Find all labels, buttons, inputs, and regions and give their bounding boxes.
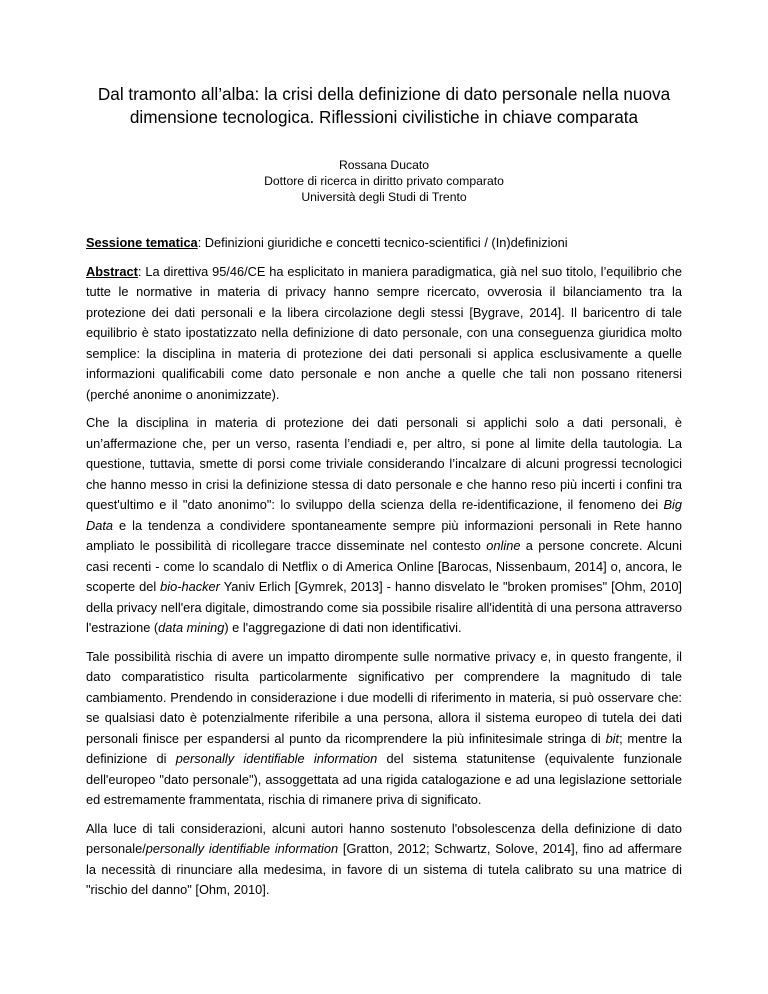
author-affiliation: Università degli Studi di Trento bbox=[301, 190, 467, 204]
p4-italic-1: personally identifiable information bbox=[145, 841, 339, 856]
p2-text-a: Che la disciplina in materia di protezione dei dati personali si applichi solo a dati personali, è un’affermazione che, per un verso, rasenta l’endiadi e, per altro, si pone al limite della tautologia. La questione, tuttavia, smette di porsi come triviale considerando l’incalzare di alcuni progressi tecnologici che hanno messo in crisi la definizione stessa di dato personale e che hanno reso più incerti i confini tra quest'ultimo e il "dato anonimo": lo sviluppo della scienza della re-identificazione, il fenomeno dei bbox=[86, 415, 682, 512]
p2-italic-2: online bbox=[486, 538, 521, 553]
p3-italic-1: bit bbox=[605, 730, 620, 746]
p2-text-b: e la tendenza a condividere spontaneamente sempre più informazioni personali in Rete hanno ampliato le possibilità di ricollegare tracce disseminate nel contesto bbox=[86, 517, 682, 553]
p2-text-e: ) e l'aggregazione di dati non identificativi. bbox=[224, 620, 462, 635]
abstract-paragraph-2 bbox=[86, 413, 682, 639]
p3-text-c: del sistema statunitense (equivalente funzionale dell'europeo "dato personale"), assoggettata ad una rigida catalogazione e ad una legislazione settoriale ed estremamente frammentata, rischia di rimanere priva di significato. bbox=[86, 751, 682, 807]
author-name: Rossana Ducato bbox=[338, 158, 430, 172]
p3-text-a: Tale possibilità rischia di avere un impatto dirompente sulle normative privacy e, in questo frangente, il dato comparatistico risulta particolarmente significativo per comprendere la magnitudo di tale cambiamento. Prendendo in considerazione i due modelli di riferimento in materia, si può osservare che: se qualsiasi dato è potenzialmente riferibile a una persona, allora il sistema europeo di tutela dei dati personali finisce per espandersi al punto da ricomprendere la più infinitesimale stringa di bbox=[86, 648, 682, 746]
p3-italic-2: personally identifiable information bbox=[175, 751, 378, 766]
p2-italic-3: bio-hacker bbox=[160, 579, 220, 594]
paper-title: Dal tramonto all’alba: la crisi della definizione di dato personale nella nuova dimensione tecnologica. Riflessioni civilistiche in chiave comparata bbox=[97, 84, 671, 127]
abstract-paragraph-1 bbox=[86, 262, 682, 406]
p4-text-a: Alla luce di tali considerazioni, alcuni autori hanno sostenuto l'obsolescenza della definizione di dato personale/ bbox=[86, 820, 682, 856]
session-label: Sessione tematica bbox=[86, 235, 198, 250]
abstract-paragraph-3 bbox=[86, 647, 682, 811]
session-line bbox=[86, 233, 682, 254]
p2-italic-4: data mining bbox=[158, 620, 225, 635]
p2-text-d: Yaniv Erlich [Gymrek, 2013] - hanno disvelato le "broken promises" [Ohm, 2010] della privacy nell'era digitale, dimostrando come sia possibile risalire all'identità di una persona attraverso l'estrazione ( bbox=[86, 579, 682, 635]
author-role: Dottore di ricerca in diritto privato comparato bbox=[264, 174, 504, 188]
p3-text-b: ; mentre la definizione di bbox=[86, 730, 682, 766]
abstract-label: Abstract bbox=[86, 263, 138, 279]
abstract-text-1: : La direttiva 95/46/CE ha esplicitato in maniera paradigmatica, già nel suo titolo, l’equilibrio che tutte le normative in materia di privacy hanno sempre ricercato, ovverosia il bilanciamento tra la protezione dei dati personali e la libera circolazione degli stessi [Bygrave, 2014]. Il baricentro di tale equilibrio è stato ipostatizzato nella definizione di dato personale, con una conseguenza giuridica molto semplice: la disciplina in materia di protezione dei dati personali si applica esclusivamente a quelle informazioni qualificabili come dato personale e non anche a quelle che tali non possano ritenersi (perché anonime o anonimizzate). bbox=[86, 263, 682, 402]
p4-text-b: [Gratton, 2012; Schwartz, Solove, 2014], fino ad affermare la necessità di rinunciare alla medesima, in favore di un sistema di tutela calibrato su una matrice di "rischio del danno" [Ohm, 2010]. bbox=[86, 841, 682, 897]
author-block bbox=[86, 157, 682, 205]
session-text: : Definizioni giuridiche e concetti tecnico-scientifici / (In)definizioni bbox=[197, 235, 568, 250]
p2-text-c: a persone concrete. Alcuni casi recenti - come lo scandalo di Netflix o di America Online [Barocas, Nissenbaum, 2014] o, ancora, le scoperte del bbox=[86, 538, 682, 594]
p2-italic-1: Big Data bbox=[86, 497, 682, 533]
abstract-paragraph-4 bbox=[86, 819, 682, 901]
